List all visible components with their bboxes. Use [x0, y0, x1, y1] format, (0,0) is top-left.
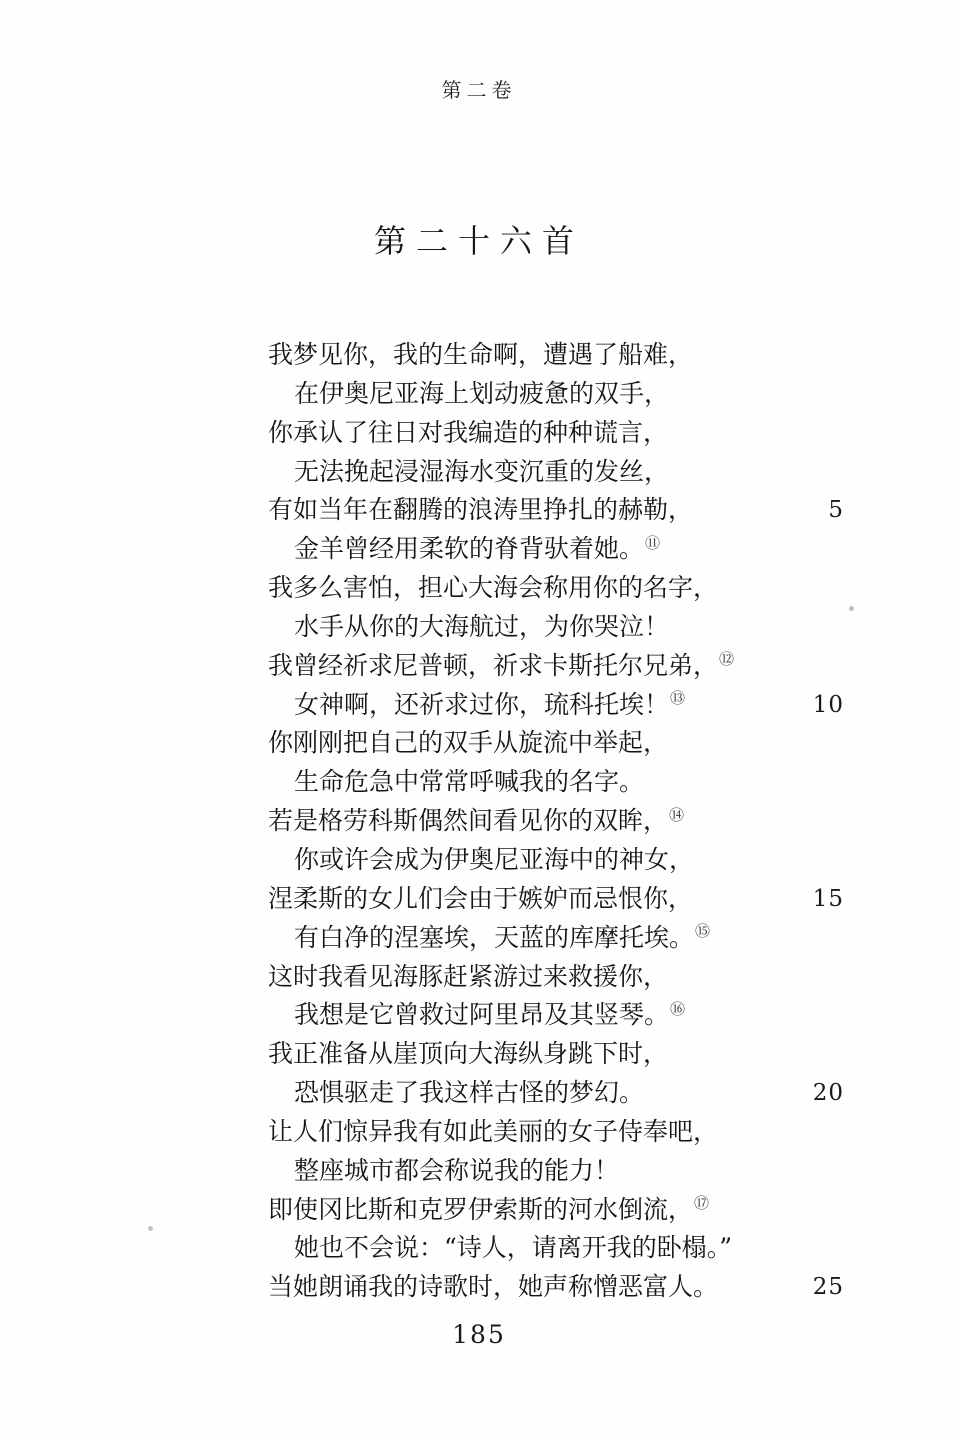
- poem-line-text: 女神啊，还祈求过你，琉科托埃！: [294, 689, 670, 719]
- poem-line: [268, 1113, 844, 1152]
- poem-line: [268, 724, 844, 763]
- poem-line-text: 她也不会说：“诗人，请离开我的卧榻。”: [294, 1233, 733, 1263]
- footnote-marker: ⑭: [669, 805, 685, 824]
- footnote-marker: ⑬: [670, 689, 686, 708]
- poem-line-text: 让人们惊异我有如此美丽的女子侍奉吧，: [268, 1116, 719, 1146]
- poem-line: [268, 841, 844, 880]
- poem-line-text: 你承认了往日对我编造的种种谎言，: [268, 417, 669, 447]
- scan-artifact-dot: [849, 606, 854, 611]
- poem-line: [268, 1152, 844, 1191]
- poem-line: [268, 608, 844, 647]
- poem-line: [268, 686, 844, 725]
- poem-line: [268, 802, 844, 841]
- margin-line-number: 25: [812, 1274, 844, 1301]
- running-head-volume: 第二卷: [441, 78, 517, 102]
- poem-line: [268, 453, 844, 492]
- poem-line-text: 若是格劳科斯偶然间看见你的双眸，: [268, 806, 669, 836]
- scan-artifact-dot: [148, 1226, 153, 1231]
- poem-line-text: 我想是它曾救过阿里昂及其竖琴。: [294, 1000, 670, 1030]
- margin-line-number: 15: [812, 885, 844, 912]
- poem-line-text: 无法挽起浸湿海水变沉重的发丝，: [294, 456, 670, 486]
- poem-line: [268, 1074, 844, 1113]
- footnote-marker: ⑯: [670, 1000, 686, 1019]
- poem-line-text: 当她朗诵我的诗歌时，她声称憎恶富人。: [268, 1272, 719, 1302]
- poem-line: [268, 336, 844, 375]
- poem-line-text: 涅柔斯的女儿们会由于嫉妒而忌恨你，: [268, 883, 694, 913]
- poem-line: [268, 375, 844, 414]
- footnote-marker: ⑮: [695, 922, 711, 941]
- poem-line-text: 即使冈比斯和克罗伊索斯的河水倒流，: [268, 1194, 694, 1224]
- poem-line-text: 水手从你的大海航过，为你哭泣！: [294, 611, 670, 641]
- poem-line: [268, 1268, 844, 1307]
- poem-line-text: 金羊曾经用柔软的脊背驮着她。: [294, 534, 645, 564]
- poem-line-text: 这时我看见海豚赶紧游过来救援你，: [268, 961, 669, 991]
- poem-line: [268, 569, 844, 608]
- footnote-marker: ⑰: [694, 1194, 710, 1213]
- poem-line-text: 整座城市都会称说我的能力！: [294, 1155, 620, 1185]
- poem-line-text: 有如当年在翻腾的浪涛里挣扎的赫勒，: [268, 495, 694, 525]
- poem-line: [268, 763, 844, 802]
- poem-line-text: 在伊奥尼亚海上划动疲惫的双手，: [294, 378, 670, 408]
- poem-line-text: 你刚刚把自己的双手从旋流中举起，: [268, 728, 669, 758]
- poem-line: [268, 530, 844, 569]
- poem-line-text: 我正准备从崖顶向大海纵身跳下时，: [268, 1039, 669, 1069]
- poem-line: [268, 1229, 844, 1268]
- margin-line-number: 20: [812, 1080, 844, 1107]
- poem-line: [268, 919, 844, 958]
- page-number: 185: [452, 1320, 506, 1349]
- poem-title: 第二十六首: [373, 222, 584, 260]
- poem-line: [268, 1035, 844, 1074]
- poem-line: [268, 647, 844, 686]
- poem-line: [268, 414, 844, 453]
- poem-line: [268, 491, 844, 530]
- poem-line: [268, 958, 844, 997]
- poem-line: [268, 996, 844, 1035]
- poem-line-text: 我梦见你，我的生命啊，遭遇了船难，: [268, 340, 694, 369]
- poem-line-text: 你或许会成为伊奥尼亚海中的神女，: [294, 844, 695, 874]
- footnote-marker: ⑫: [719, 650, 735, 669]
- poem-line-text: 有白净的涅塞埃，天蓝的库摩托埃。: [294, 922, 695, 952]
- margin-line-number: 5: [828, 497, 844, 524]
- poem-line-text: 生命危急中常常呼喊我的名字。: [294, 767, 645, 797]
- poem-line-text: 我多么害怕，担心大海会称用你的名字，: [268, 573, 719, 603]
- poem-line: [268, 1191, 844, 1230]
- poem-body: [268, 336, 844, 1307]
- margin-line-number: 10: [812, 691, 844, 718]
- poem-line-text: 恐惧驱走了我这样古怪的梦幻。: [294, 1078, 645, 1108]
- poem-line-text: 我曾经祈求尼普顿，祈求卡斯托尔兄弟，: [268, 650, 719, 680]
- poem-line: [268, 880, 844, 919]
- footnote-marker: ⑪: [645, 533, 661, 552]
